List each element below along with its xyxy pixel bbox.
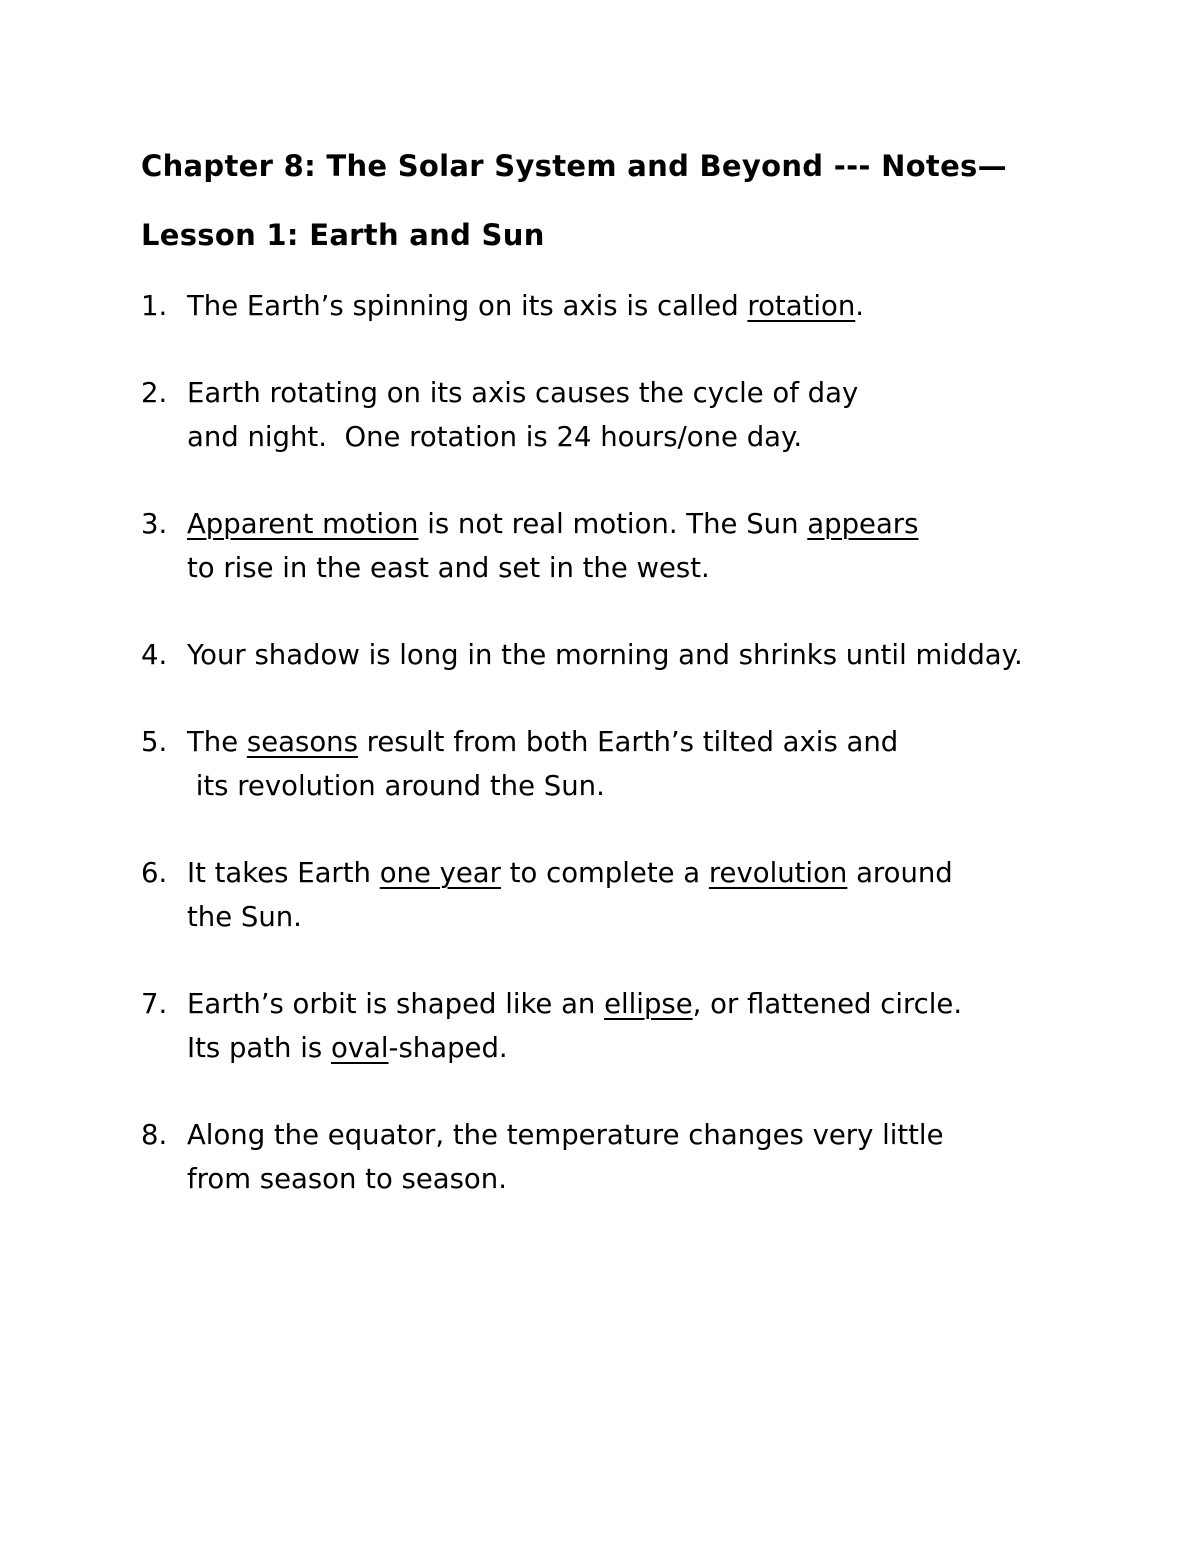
note-line (187, 895, 1141, 939)
note-line (187, 764, 1141, 808)
chapter-title: Chapter 8: The Solar System and Beyond --- Notes— (141, 149, 1007, 183)
note-text-segment: The Earth’s spinning on its axis is called (187, 290, 748, 322)
note-item (141, 371, 1141, 459)
underlined-term: appears (807, 508, 919, 540)
notes-list (141, 284, 1141, 1201)
note-text-segment: It takes Earth (187, 857, 380, 889)
note-text-segment: Earth rotating on its axis causes the cycle of day (187, 377, 859, 409)
note-line (187, 1026, 1141, 1070)
note-text-segment: is not real motion. The Sun (418, 508, 808, 540)
note-text-segment: to complete a (500, 857, 709, 889)
note-number: 8. (141, 1119, 168, 1151)
note-text-segment: around (847, 857, 953, 889)
note-spacer (141, 808, 1141, 851)
note-line (187, 502, 1141, 546)
note-text-segment: the Sun. (187, 901, 302, 933)
note-text (141, 851, 1141, 939)
note-text-segment: its revolution around the Sun. (187, 770, 605, 802)
lesson-title: Lesson 1: Earth and Sun (141, 218, 545, 252)
note-line (187, 371, 1141, 415)
note-item (141, 284, 1141, 328)
note-number: 7. (141, 988, 168, 1020)
note-line (187, 633, 1141, 677)
note-text-segment: to rise in the east and set in the west. (187, 552, 710, 584)
underlined-term: one year (379, 857, 501, 889)
note-number: 3. (141, 508, 168, 540)
note-item (141, 982, 1141, 1070)
note-text-segment: -shaped. (388, 1032, 508, 1064)
underlined-term: seasons (246, 726, 358, 758)
underlined-term: oval (330, 1032, 389, 1064)
note-text (141, 720, 1141, 808)
note-text-segment: The (187, 726, 247, 758)
note-number: 1. (141, 290, 168, 322)
underlined-term: rotation (747, 290, 856, 322)
note-spacer (141, 459, 1141, 502)
note-text (141, 1113, 1141, 1201)
note-item (141, 1113, 1141, 1201)
note-item (141, 633, 1141, 677)
note-number: 5. (141, 726, 168, 758)
note-item (141, 502, 1141, 590)
note-line (187, 546, 1141, 590)
note-spacer (141, 677, 1141, 720)
note-number: 6. (141, 857, 168, 889)
note-text (141, 502, 1141, 590)
note-spacer (141, 328, 1141, 371)
note-text (141, 982, 1141, 1070)
note-line (187, 284, 1141, 328)
note-text (141, 284, 1141, 328)
underlined-term: ellipse (604, 988, 693, 1020)
note-text-segment: Along the equator, the temperature changes very little (187, 1119, 944, 1151)
note-text-segment: and night. One rotation is 24 hours/one day. (187, 421, 803, 453)
note-number: 4. (141, 639, 168, 671)
note-line (187, 982, 1141, 1026)
note-item (141, 720, 1141, 808)
note-text (141, 633, 1141, 677)
note-line (187, 415, 1141, 459)
note-line (187, 1113, 1141, 1157)
note-line (187, 720, 1141, 764)
note-text-segment: . (855, 290, 864, 322)
note-spacer (141, 1070, 1141, 1113)
note-text-segment: Earth’s orbit is shaped like an (187, 988, 605, 1020)
note-text-segment: Its path is (187, 1032, 331, 1064)
note-line (187, 851, 1141, 895)
note-spacer (141, 590, 1141, 633)
underlined-term: Apparent motion (187, 508, 419, 540)
note-text-segment: Your shadow is long in the morning and shrinks until midday. (187, 639, 1023, 671)
note-item (141, 851, 1141, 939)
note-number: 2. (141, 377, 168, 409)
note-text-segment: from season to season. (187, 1163, 507, 1195)
note-text-segment: result from both Earth’s tilted axis and (357, 726, 899, 758)
underlined-term: revolution (708, 857, 848, 889)
note-text (141, 371, 1141, 459)
note-spacer (141, 939, 1141, 982)
note-line (187, 1157, 1141, 1201)
note-text-segment: , or flattened circle. (692, 988, 963, 1020)
